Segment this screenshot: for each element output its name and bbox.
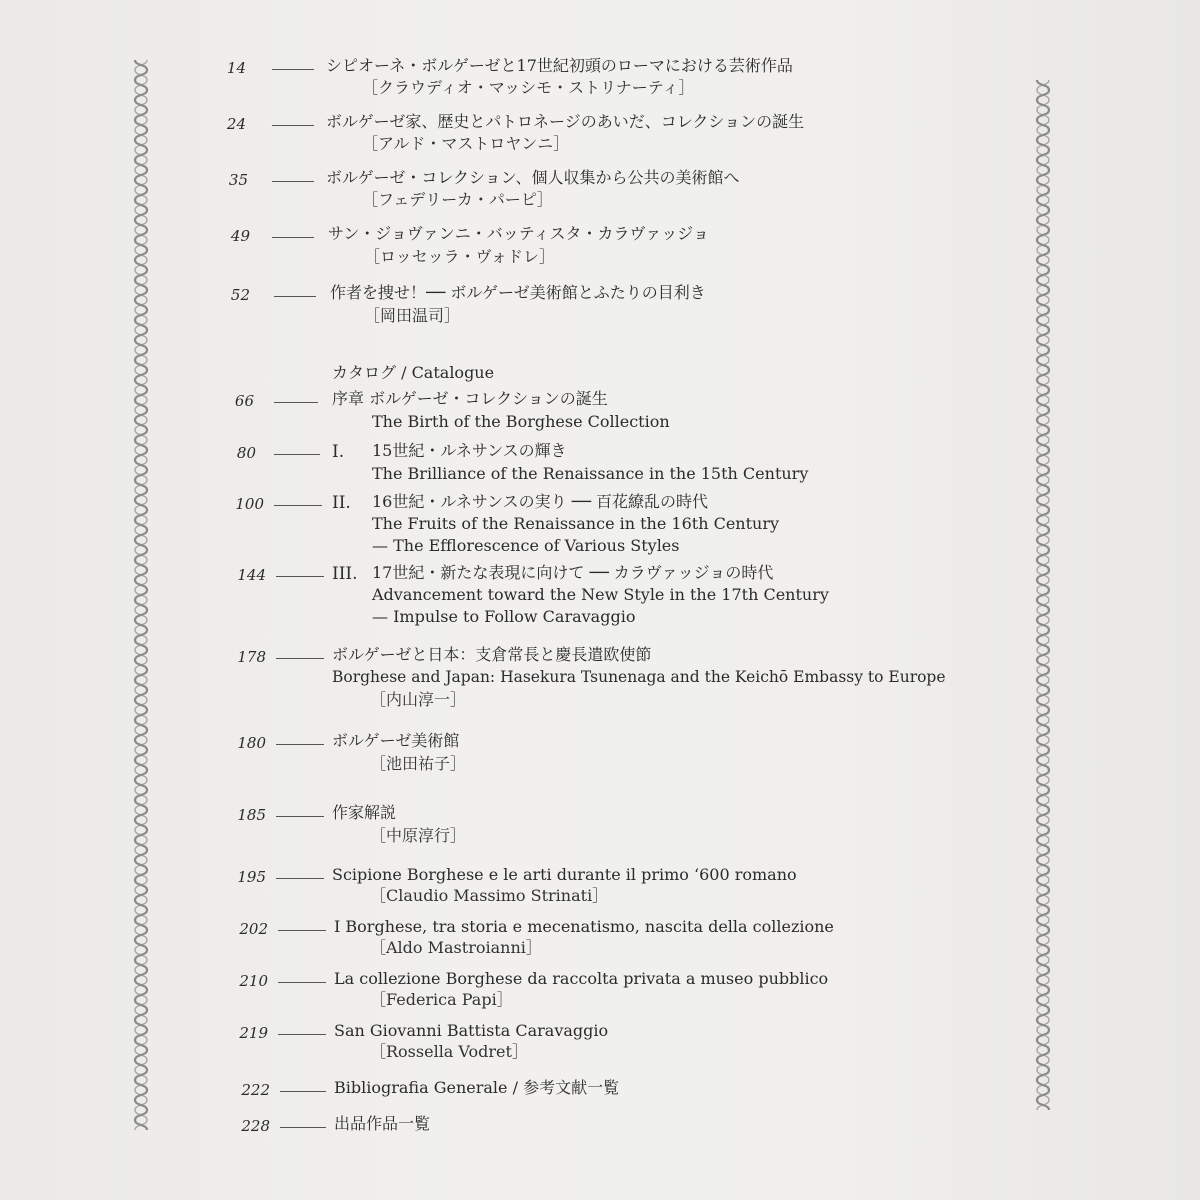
leader-dash [278, 1034, 326, 1035]
leader-dash [278, 930, 326, 931]
entry-title: ボルゲーゼ・コレクション、個人収集から公共の美術館へ [326, 168, 740, 187]
entry-title-en: Borghese and Japan: Hasekura Tsunenaga and the Keichō Embassy to Europe [332, 668, 946, 686]
entry-author: ［Federica Papi］ [370, 990, 513, 1009]
entry-author: ［岡田温司］ [364, 306, 461, 325]
leader-dash [272, 69, 314, 70]
leader-dash [280, 1127, 326, 1128]
entry-title: 16世紀・ルネサンスの実り ── 百花繚乱の時代 [372, 492, 709, 511]
entry-title: Scipione Borghese e le arti durante il primo ‘600 romano [332, 865, 797, 884]
page-number: 222 [241, 1081, 270, 1099]
page-number: 14 [226, 59, 246, 77]
entry-author: ［内山淳一］ [370, 690, 467, 709]
entry-title-en: The Brilliance of the Renaissance in the 15th Century [372, 464, 809, 483]
page-number: 195 [237, 868, 266, 886]
leader-dash [280, 1091, 326, 1092]
leader-dash [274, 402, 318, 403]
leader-dash [274, 505, 322, 506]
leader-dash [276, 576, 324, 577]
leader-dash [276, 816, 324, 817]
page-number: 144 [237, 566, 266, 584]
entry-author: ［ロッセッラ・ヴォドレ］ [364, 247, 556, 266]
entry-title: La collezione Borghese da raccolta privata a museo pubblico [334, 969, 829, 988]
leader-dash [274, 296, 316, 297]
leader-dash [272, 125, 314, 126]
page-number: 210 [239, 972, 268, 990]
entry-title: 作家解説 [332, 803, 397, 822]
section-number: III. [332, 564, 358, 584]
leader-dash [278, 982, 326, 983]
section-number: I. [332, 442, 345, 462]
leader-dash [276, 658, 324, 659]
left-chain-ornament [128, 58, 154, 1130]
page-number: 66 [234, 392, 254, 410]
entry-title-en: — Impulse to Follow Caravaggio [372, 607, 636, 626]
entry-title-en: Advancement toward the New Style in the 17th Century [372, 585, 829, 604]
entry-title-en: — The Efflorescence of Various Styles [372, 536, 680, 555]
entry-title: サン・ジョヴァンニ・バッティスタ・カラヴァッジョ [328, 224, 709, 243]
entry-author: ［池田祐子］ [370, 754, 467, 773]
entry-author: ［Aldo Mastroianni］ [370, 938, 542, 957]
page-number: 228 [241, 1117, 270, 1135]
entry-author: ［フェデリーカ・パーピ］ [362, 190, 553, 209]
page-number: 180 [237, 734, 266, 752]
entry-title: ボルゲーゼと日本：支倉常長と慶長遣欧使節 [332, 645, 652, 664]
entry-author: ［Rossella Vodret］ [370, 1042, 528, 1061]
entry-title-en: The Birth of the Borghese Collection [372, 412, 670, 431]
page-number: 219 [239, 1024, 268, 1042]
page-number: 202 [239, 920, 268, 938]
section-number: II. [332, 493, 351, 513]
catalogue-heading: カタログ / Catalogue [332, 363, 495, 382]
entry-title: San Giovanni Battista Caravaggio [334, 1021, 609, 1040]
entry-author: ［Claudio Massimo Strinati］ [370, 886, 609, 905]
entry-author: ［中原淳行］ [370, 826, 467, 845]
leader-dash [276, 878, 324, 879]
leader-dash [274, 454, 320, 455]
entry-title: ボルゲーゼ美術館 [332, 731, 460, 750]
entry-title: 17世紀・新たな表現に向けて ── カラヴァッジョの時代 [372, 563, 774, 582]
page-number: 35 [228, 171, 248, 189]
entry-title: 序章 ボルゲーゼ・コレクションの誕生 [332, 389, 608, 408]
page-number: 24 [226, 115, 246, 133]
entry-title: Bibliografia Generale / 参考文献一覧 [334, 1078, 620, 1097]
entry-title: 出品作品一覧 [334, 1114, 431, 1133]
leader-dash [276, 744, 324, 745]
page-number: 185 [237, 806, 266, 824]
entry-title: ボルゲーゼ家、歴史とパトロネージのあいだ、コレクションの誕生 [326, 112, 805, 131]
entry-title: I Borghese, tra storia e mecenatismo, nascita della collezione [334, 917, 834, 936]
page-number: 80 [236, 444, 256, 462]
page-number: 178 [237, 648, 266, 666]
page-number: 100 [235, 495, 264, 513]
right-chain-ornament [1030, 78, 1056, 1110]
entry-title: 作者を捜せ！── ボルゲーゼ美術館とふたりの目利き [330, 283, 706, 302]
page-number: 52 [230, 286, 250, 304]
leader-dash [272, 237, 314, 238]
entry-author: ［クラウディオ・マッシモ・ストリナーティ］ [362, 78, 695, 97]
page-number: 49 [230, 227, 250, 245]
entry-author: ［アルド・マストロヤンニ］ [362, 134, 570, 153]
entry-title: 15世紀・ルネサンスの輝き [372, 441, 567, 460]
entry-title: シピオーネ・ボルゲーゼと17世紀初頭のローマにおける芸術作品 [326, 56, 793, 75]
entry-title-en: The Fruits of the Renaissance in the 16th Century [372, 514, 780, 533]
leader-dash [272, 181, 314, 182]
